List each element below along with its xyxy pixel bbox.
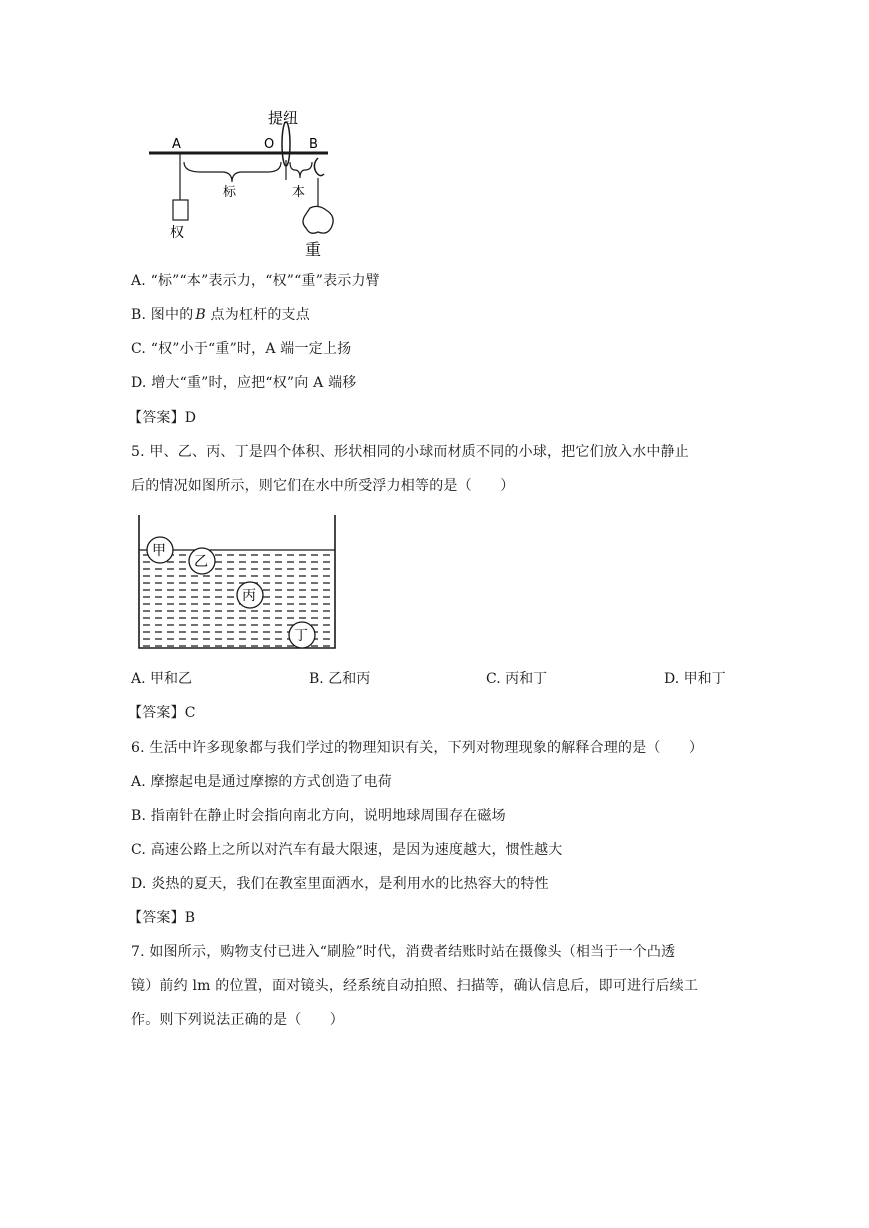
q6-option-b: B. 指南针在静止时会指向南北方向，说明地球周围存在磁场 <box>131 808 506 824</box>
brace-ben <box>290 162 312 178</box>
q7-stem-line3: 作。则下列说法正确的是（ ） <box>131 1012 344 1028</box>
water-container-figure <box>130 510 345 655</box>
q6-option-a: A. 摩擦起电是通过摩擦的方式创造了电荷 <box>131 774 393 790</box>
q4-option-d: D. 增大“重”时，应把“权”向 A 端移 <box>131 375 357 391</box>
label-tiniu: 提纽 <box>268 109 299 127</box>
q4-option-b-italic: B <box>195 307 206 323</box>
handle-loop <box>282 122 290 166</box>
brace-biao <box>184 162 281 182</box>
ball-yi-label: 乙 <box>194 554 208 570</box>
q6-option-d: D. 炎热的夏天，我们在教室里面洒水，是利用水的比热容大的特性 <box>131 876 549 892</box>
q5-answer: 【答案】C <box>128 705 196 721</box>
object-zhong <box>303 206 333 233</box>
q7-stem-line2: 镜）前约 lm 的位置，面对镜头，经系统自动拍照、扫描等，确认信息后，即可进行后续工 <box>131 978 699 994</box>
q7-stem-line1: 7. 如图所示，购物支付已进入“刷脸”时代，消费者结账时站在摄像头（相当于一个凸透 <box>131 944 676 960</box>
hook <box>314 158 324 176</box>
q5-stem-line2: 后的情况如图所示，则它们在水中所受浮力相等的是（ ） <box>131 478 515 494</box>
q5-option-c: C. 丙和丁 <box>486 671 548 687</box>
q4-option-c: C. “权”小于“重”时，A 端一定上扬 <box>131 341 352 357</box>
label-ben: 本 <box>292 185 306 200</box>
q6-stem: 6. 生活中许多现象都与我们学过的物理知识有关，下列对物理现象的解释合理的是（ ） <box>131 740 704 756</box>
label-B: B <box>309 137 318 152</box>
label-A: A <box>172 137 181 152</box>
q6-answer: 【答案】B <box>128 910 196 926</box>
ball-bing-label: 丙 <box>242 588 256 604</box>
ball-ding-label: 丁 <box>294 628 308 644</box>
q4-option-a: A. “标”“本”表示力，“权”“重”表示力臂 <box>131 273 380 289</box>
q5-option-a: A. 甲和乙 <box>131 671 193 687</box>
weight-quan <box>173 200 188 220</box>
q5-stem-line1: 5. 甲、乙、丙、丁是四个体积、形状相同的小球而材质不同的小球，把它们放入水中静止 <box>131 444 690 460</box>
q4-option-b: B. 图中的 B 点为杠杆的支点 <box>131 307 310 323</box>
label-quan: 权 <box>170 225 184 241</box>
q5-option-b: B. 乙和丙 <box>309 671 371 687</box>
steelyard-figure <box>140 100 360 265</box>
label-biao: 标 <box>223 185 237 200</box>
label-zhong: 重 <box>305 240 322 259</box>
label-O: O <box>264 137 275 152</box>
ball-jia-label: 甲 <box>152 543 166 559</box>
q5-option-d: D. 甲和丁 <box>664 671 726 687</box>
q4-answer: 【答案】D <box>128 410 197 426</box>
q6-option-c: C. 高速公路上之所以对汽车有最大限速，是因为速度越大，惯性越大 <box>131 842 563 858</box>
